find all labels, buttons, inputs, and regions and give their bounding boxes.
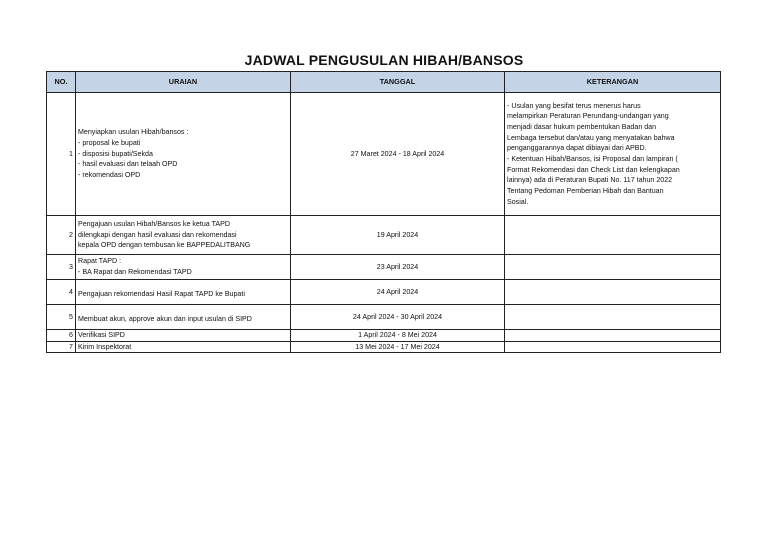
uraian-line: - hasil evaluasi dan telaah OPD: [78, 160, 178, 169]
uraian-cell: [76, 93, 291, 216]
table-row: [47, 305, 721, 330]
uraian-cell: [76, 216, 291, 255]
page-title: JADWAL PENGUSULAN HIBAH/BANSOS: [244, 52, 524, 68]
keterangan-line: Sosial.: [507, 197, 529, 206]
keterangan-cell: [505, 341, 721, 353]
keterangan-line: Tentang Pedoman Pemberian Hibah dan Bantuan: [507, 186, 664, 195]
row-number: 3: [47, 255, 76, 280]
uraian-cell: [76, 255, 291, 280]
table-row: [47, 93, 721, 216]
keterangan-line: penganggarannya dapat dibiayai dari APBD.: [507, 144, 647, 153]
tanggal-cell: 1 April 2024 - 8 Mei 2024: [291, 330, 505, 342]
uraian-line: kepala OPD dengan tembusan ke BAPPEDALITBANG: [78, 241, 251, 250]
keterangan-line: Format Rekomendasi dan Check List dan kelengkapan: [507, 165, 680, 174]
tanggal-cell: 13 Mei 2024 - 17 Mei 2024: [291, 341, 505, 353]
row-number: 1: [47, 93, 76, 216]
table-row: [47, 341, 721, 353]
uraian-line: - disposisi bupati/Sekda: [78, 149, 153, 158]
uraian-line: Membuat akun, approve akun dan input usulan di SIPD: [78, 315, 252, 324]
uraian-line: Rapat TAPD :: [78, 257, 122, 266]
table-row: [47, 280, 721, 305]
uraian-line: Pengajuan usulan Hibah/Bansos ke ketua TAPD: [78, 220, 230, 229]
uraian-line: dilengkapi dengan hasil evaluasi dan rekomendasi: [78, 230, 237, 239]
uraian-cell: [76, 305, 291, 330]
keterangan-cell: [505, 280, 721, 305]
keterangan-cell: [505, 93, 721, 216]
tanggal-cell: 23 April 2024: [291, 255, 505, 280]
uraian-cell: [76, 330, 291, 342]
uraian-line: Kirim Inspektorat: [78, 342, 132, 351]
schedule-table: [46, 71, 721, 353]
keterangan-line: - Usulan yang besifat terus menerus harus: [507, 101, 641, 110]
uraian-cell: [76, 341, 291, 353]
keterangan-cell: [505, 330, 721, 342]
table-row: [47, 330, 721, 342]
row-number: 5: [47, 305, 76, 330]
keterangan-cell: [505, 305, 721, 330]
tanggal-cell: 27 Maret 2024 - 18 April 2024: [291, 93, 505, 216]
header-no: NO.: [47, 72, 76, 93]
uraian-line: Menyiapkan usulan Hibah/bansos :: [78, 128, 189, 137]
header-keterangan: KETERANGAN: [505, 72, 721, 93]
row-number: 7: [47, 341, 76, 353]
table-header-row: [47, 72, 721, 93]
keterangan-cell: [505, 255, 721, 280]
table-row: [47, 255, 721, 280]
row-number: 6: [47, 330, 76, 342]
keterangan-line: - Ketentuan Hibah/Bansos, isi Proposal dan lampiran (: [507, 155, 678, 163]
uraian-line: - BA Rapat dan Rekomendasi TAPD: [78, 268, 192, 276]
tanggal-cell: 24 April 2024: [291, 280, 505, 305]
tanggal-cell: 19 April 2024: [291, 216, 505, 255]
keterangan-line: Lembaga tersebut dan/atau yang menyatakan bahwa: [507, 133, 675, 142]
uraian-line: - rekomendasi OPD: [78, 170, 141, 179]
uraian-line: - proposal ke bupati: [78, 139, 141, 148]
table-body: [47, 93, 721, 353]
keterangan-line: melampirkan Peraturan Perundang-undangan yang: [507, 112, 669, 121]
uraian-cell: [76, 280, 291, 305]
uraian-line: Verifikasi SIPD: [78, 331, 125, 339]
row-number: 4: [47, 280, 76, 305]
header-uraian: URAIAN: [76, 72, 291, 93]
keterangan-line: lainnya) ada di Peraturan Bupati No. 117 tahun 2022: [507, 176, 673, 185]
table-row: [47, 216, 721, 255]
keterangan-line: menjadi dasar hukum pembentukan Badan dan: [507, 123, 657, 132]
tanggal-cell: 24 April 2024 - 30 April 2024: [291, 305, 505, 330]
header-tanggal: TANGGAL: [291, 72, 505, 93]
uraian-line: Pengajuan rekomendasi Hasil Rapat TAPD ke Bupati: [78, 290, 245, 299]
keterangan-cell: [505, 216, 721, 255]
row-number: 2: [47, 216, 76, 255]
